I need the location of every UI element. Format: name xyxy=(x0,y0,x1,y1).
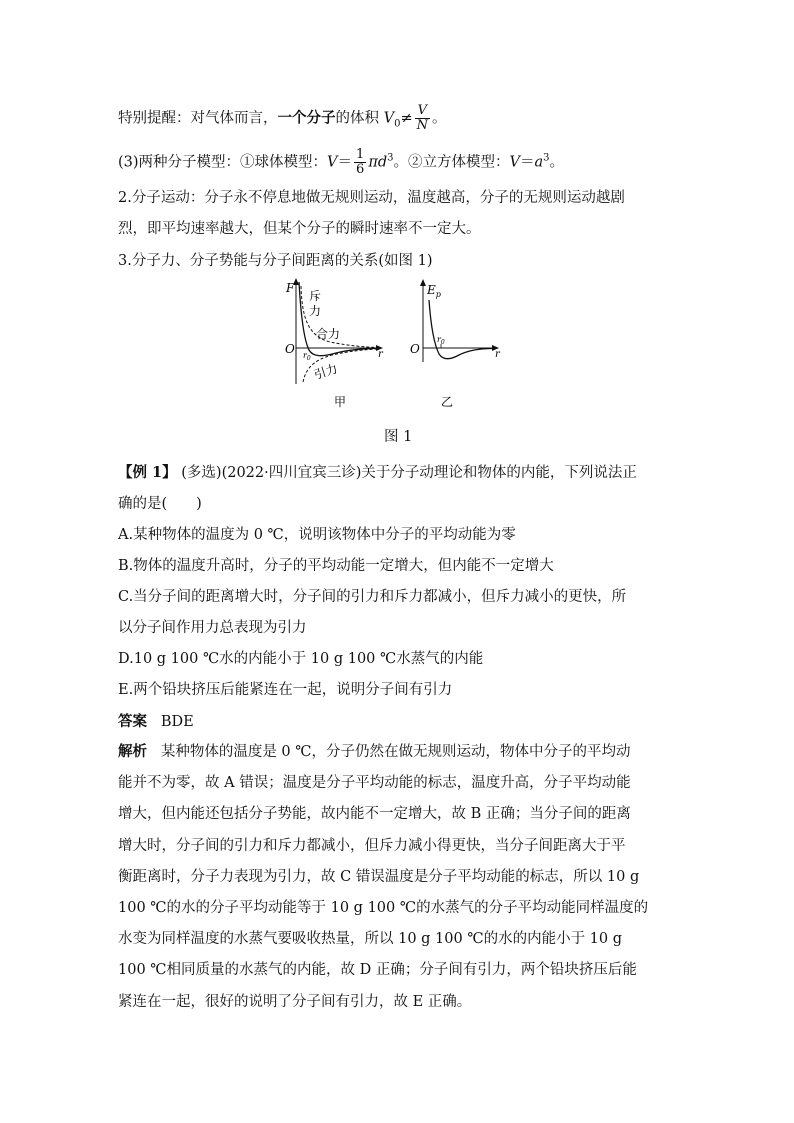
example-stem: (多选)(2022·四川宜宾三诊)关于分子动理论和物体的内能，下列说法正 xyxy=(181,465,637,481)
note-bold: 一个分子 xyxy=(277,109,336,127)
note-lead: 特别提醒：对气体而言， xyxy=(118,110,278,127)
jia-F-label: F xyxy=(286,281,295,295)
jia-O-label: O xyxy=(285,342,295,356)
analysis-line: 水变为同样温度的水蒸气要吸收热量，所以 10 g 100 ℃的水的内能小于 10 g xyxy=(118,931,623,948)
yi-r-label: r xyxy=(495,349,500,360)
analysis-line: 增大，但内能还包括分子势能，故内能不一定增大，故 B 正确；当分子间的距离 xyxy=(118,806,631,823)
note-end: 。 xyxy=(432,110,447,127)
models-line xyxy=(118,148,564,177)
analysis-line: 100 ℃相同质量的水蒸气的内能，故 D 正确；分子间有引力，两个铅块挤压后能 xyxy=(118,962,637,979)
neq-symbol: ≠ xyxy=(400,110,413,127)
jia-heli-label: 合力 xyxy=(316,327,341,341)
answer-line xyxy=(118,706,680,738)
jia-li-label: 力 xyxy=(309,304,322,318)
analysis-line: 解析 某种物体的温度是 0 ℃，分子仍然在做无规则运动，物体中分子的平均动 xyxy=(118,743,631,760)
analysis-block xyxy=(118,736,680,1018)
one-sixth-numerator: 1 xyxy=(356,147,365,162)
models-mid: 。②立方体模型： xyxy=(393,154,510,171)
yi-potential-curve xyxy=(429,300,494,359)
cube-v: V xyxy=(509,154,520,171)
v0-symbol: V xyxy=(383,110,395,127)
yi-r0-label: $r_0$ xyxy=(437,335,445,346)
jia-r-label: r xyxy=(378,349,383,360)
analysis-line: 增大时，分子间的引力和斥力都减小，但斥力减小得更快，当分子间距离大于平 xyxy=(118,837,626,854)
fraction-numerator: V xyxy=(415,104,430,119)
relation-heading: 3.分子力、分子势能与分子间距离的关系(如图 1) xyxy=(118,253,433,269)
d-exponent: 3 xyxy=(387,152,394,164)
example-question-line-1 xyxy=(118,457,680,489)
analysis-line: 紧连在一起，很好的说明了分子间有引力，故 E 正确。 xyxy=(118,993,472,1010)
models-end: 。 xyxy=(549,154,565,171)
note-line xyxy=(118,104,447,133)
analysis-label: 解析 xyxy=(118,743,147,760)
option-b: B.物体的温度升高时，分子的平均动能一定增大，但内能不一定增大 xyxy=(118,558,554,574)
option-a: A.某种物体的温度为 0 ℃，说明该物体中分子的平均动能为零 xyxy=(118,527,516,543)
answer-value: BDE xyxy=(160,714,194,730)
yi-y-arrow xyxy=(420,279,426,286)
d-symbol: d xyxy=(377,154,388,171)
jia-caption: 甲 xyxy=(334,395,347,409)
option-d: D.10 g 100 ℃水的内能小于 10 g 100 ℃水蒸气的内能 xyxy=(118,651,484,667)
example-tag: 【例 1】 xyxy=(118,464,177,481)
figure-caption: 图 1 xyxy=(384,429,413,445)
yi-O-label: O xyxy=(410,342,420,356)
pi-symbol: π xyxy=(368,154,378,171)
jia-chi-label: 斥 xyxy=(309,289,322,303)
models-lead: (3)两种分子模型：①球体模型： xyxy=(118,154,328,171)
figure-jia xyxy=(285,278,384,409)
sphere-eq: ＝ xyxy=(337,154,353,171)
v-over-n-fraction xyxy=(415,104,430,133)
note-mid: 的体积 xyxy=(335,110,384,127)
analysis-line: 能并不为零，故 A 错误；温度是分子平均动能的标志，温度升高，分子平均动能 xyxy=(118,775,631,792)
fraction-denominator: N xyxy=(416,118,428,133)
one-sixth-fraction xyxy=(354,148,366,177)
motion-line-2: 烈，即平均速率越大，但某个分子的瞬时速率不一定大。 xyxy=(118,221,481,237)
example-question-line-2: 确的是( ) xyxy=(118,496,202,512)
answer-label: 答案 xyxy=(118,713,147,730)
option-c-line-2: 以分子间作用力总表现为引力 xyxy=(118,620,307,636)
jia-r0-label: $r_0$ xyxy=(303,351,311,362)
yi-Ep-label: $E_p$ xyxy=(427,283,441,299)
analysis-line: 衡距离时，分子力表现为引力，故 C 错误温度是分子平均动能的标志，所以 10 g xyxy=(118,868,640,885)
v0-subscript: 0 xyxy=(394,118,401,130)
option-c-line-1: C.当分子间的距离增大时，分子间的引力和斥力都减小，但斥力减小的更快，所 xyxy=(118,589,627,605)
motion-line-1: 2.分子运动：分子永不停息地做无规则运动，温度越高，分子的无规则运动越剧 xyxy=(118,190,625,206)
example-block xyxy=(118,457,680,738)
a-exponent: 3 xyxy=(543,152,550,164)
option-e: E.两个铅块挤压后能紧连在一起，说明分子间有引力 xyxy=(118,682,453,698)
cube-eq: ＝ xyxy=(520,154,535,171)
jia-yinli-label: 引力 xyxy=(312,361,340,383)
analysis-line: 100 ℃的水的分子平均动能等于 10 g 100 ℃的水蒸气的分子平均动能同样温度的 xyxy=(118,900,649,917)
yi-caption: 乙 xyxy=(441,395,454,409)
sphere-v: V xyxy=(327,154,338,171)
figure-yi xyxy=(410,279,501,409)
one-sixth-denominator: 6 xyxy=(356,162,365,177)
a-symbol: a xyxy=(534,154,544,171)
